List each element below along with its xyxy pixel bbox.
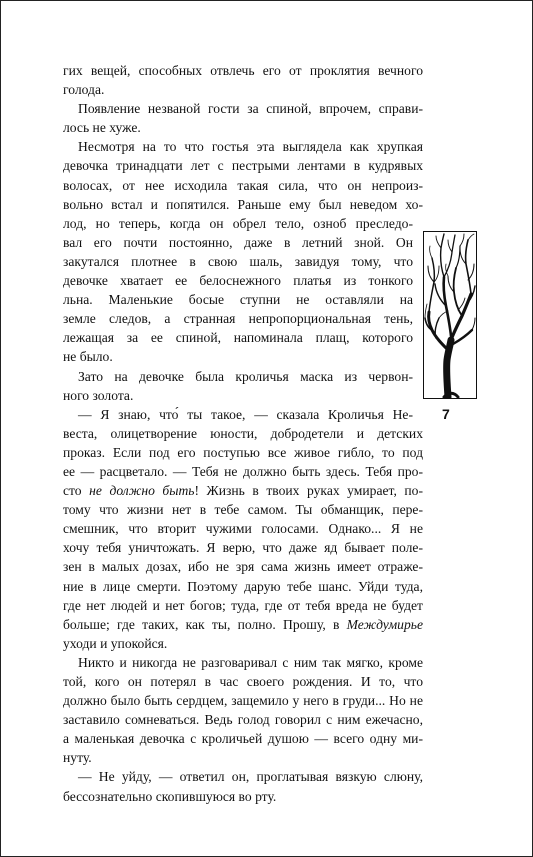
text-line (63, 481, 423, 500)
text-line: лод, но теперь, когда он обрел тело, озноб преследо- (63, 215, 413, 231)
text-line: гих вещей, способных отвлечь его от проклятия вечного (63, 63, 423, 78)
text-line: хочу тебя уничтожать. Я верю, что даже яд бывает поле- (63, 540, 423, 556)
text-line: Несмотря на то что гостья эта выглядела как хрупкая (78, 139, 423, 155)
text-line: Никто и никогда не разговаривал с ним так мягко, кроме (78, 654, 423, 670)
text-line: Зато на девочке была кроличья маска из червон- (78, 368, 413, 384)
text-line: зен в малых дозах, ибо не зря сама жизнь имеет отраже- (63, 559, 423, 575)
text-line: смешник, что вторит чужими голосами. Однако... Я не (63, 521, 423, 537)
text-fragment: ! Жизнь в твоих руках умирает, по- (194, 483, 423, 499)
text-line: вольно встал и попятился. Раньше ему был неведом хо- (63, 196, 423, 212)
emphasis-text: Междумирье (346, 616, 423, 632)
text-line: — Я знаю, что́ ты такое, — сказала Кроличья Не- (78, 406, 413, 422)
text-line: лось не хуже. (63, 120, 141, 136)
text-line: голода. (63, 82, 105, 98)
text-line: — Не уйду, — ответил он, проглатывая вязкую слюну, (78, 769, 423, 785)
text-line: земле следов, а странная непропорциональная тень, (63, 311, 413, 327)
bare-tree-icon (424, 232, 476, 398)
text-line: Появление незваной гости за спиной, впрочем, справи- (78, 101, 423, 117)
text-line: ного золота. (63, 387, 134, 403)
text-line: а маленькая девочка с кроличьей душою — всего одну ми- (63, 731, 423, 747)
text-line: девочке хватает ее белоснежного платья из тонкого (63, 273, 413, 289)
text-line: тому что жизни нет в тебе самом. Ты обманщик, пере- (63, 502, 423, 518)
text-line: вал его почти постоянно, даже в летний зной. Он (63, 234, 413, 250)
body-text (63, 61, 423, 806)
text-line: уходи и упокойся. (63, 635, 168, 651)
tree-illustration (423, 231, 477, 399)
text-line: бессознательно скопившуюся во рту. (63, 788, 277, 804)
text-line: должно было быть сердцем, защемило у него в груди... Но не (63, 693, 423, 709)
text-line: той, кого он потерял в час своего рождения. И то, что (63, 674, 423, 689)
text-line: девочка тринадцати лет с пестрыми лентами в кудрявых (63, 158, 423, 174)
text-line: ее — расцветало. — Тебя не должно быть здесь. Тебя про- (63, 463, 423, 479)
text-line: веста, олицетворение юности, добродетели и детских (63, 425, 423, 441)
text-line: льна. Маленькие босые ступни не оставляли на (63, 292, 413, 308)
text-line: где нет людей и нет богов; туда, где от тебя вреда не будет (63, 597, 423, 613)
text-line: проказ. Если под его поступью все живое гибло, то под (63, 444, 423, 460)
page-number: 7 (442, 406, 450, 422)
text-line: ние в лице смерти. Поэтому дарую тебе шанс. Уйди туда, (63, 578, 423, 594)
text-line (63, 615, 423, 634)
text-line: закутался плотнее в свою шаль, завидуя тому, что (63, 253, 413, 269)
text-fragment: больше; где таких, как ты, полно. Прошу, в (63, 616, 347, 632)
text-line: не было. (63, 349, 113, 365)
text-line: лежащая за ее спиной, напоминала плащ, которого (63, 330, 413, 346)
text-line: нуту. (63, 750, 92, 766)
text-line: заставило сомневаться. Ведь голод говорил с ним ежечасно, (63, 712, 423, 728)
text-line: волосах, от нее исходила такая сила, что он непроиз- (63, 177, 423, 193)
emphasis-text: не должно быть (89, 483, 195, 499)
text-fragment: сто (63, 483, 90, 499)
